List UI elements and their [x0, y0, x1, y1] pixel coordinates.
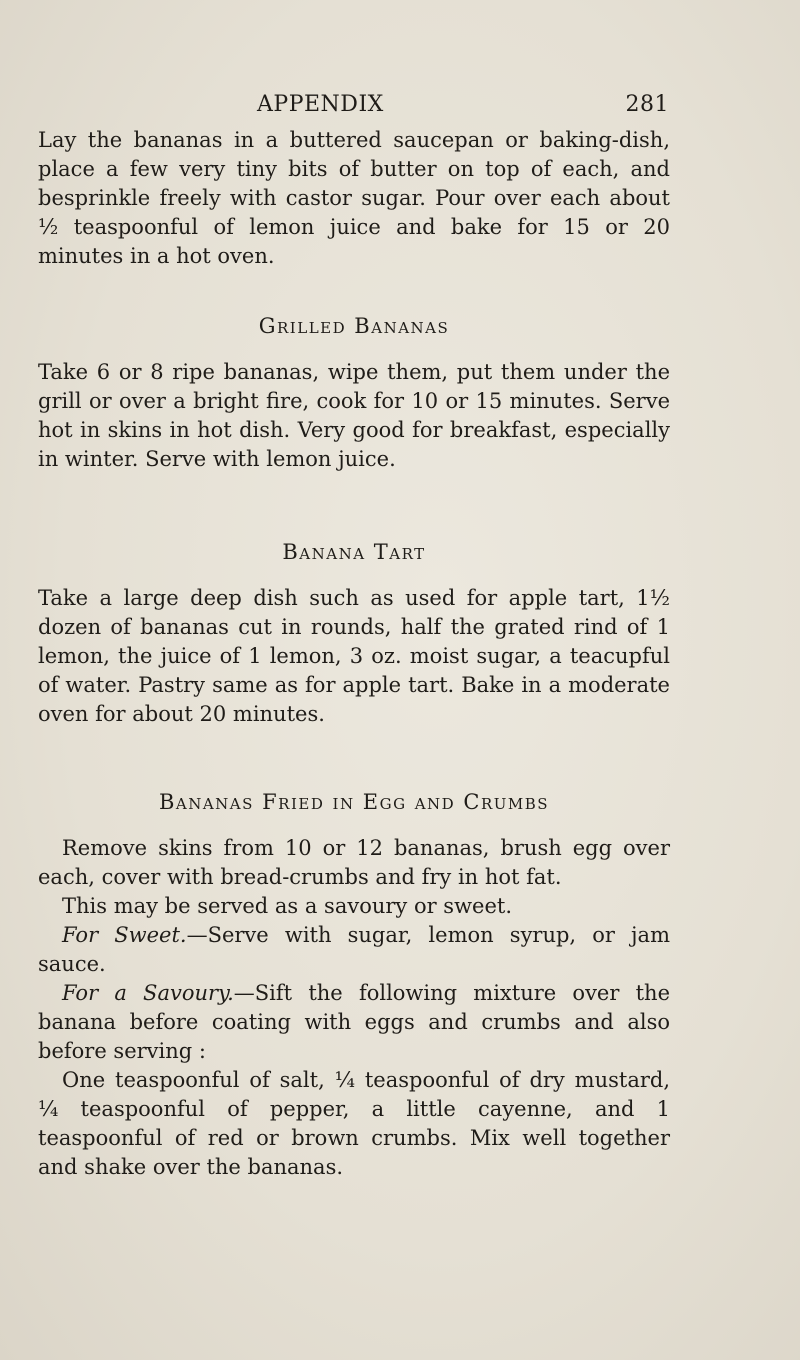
fried-bananas-paragraph-2: This may be served as a savoury or sweet.: [62, 894, 513, 918]
grilled-bananas-paragraph: Take 6 or 8 ripe bananas, wipe them, put them under the grill or over a bright fire, cook for 10 or 15 minutes. Serve hot in skins in hot dish. Very good for breakfast, especially in winter. Serve with lemon juice.: [38, 360, 670, 471]
running-header: [257, 92, 669, 126]
for-sweet-text: —Serve with sugar, lemon syrup, or jam sauce.: [38, 923, 670, 976]
fried-bananas-paragraph-1: Remove skins from 10 or 12 bananas, brush egg over each, cover with bread-crumbs and fry in hot fat.: [38, 836, 670, 889]
for-savoury-label: For a Savoury.: [62, 981, 234, 1005]
banana-tart-paragraph: Take a large deep dish such as used for apple tart, 1½ dozen of bananas cut in rounds, half the grated rind of 1 lemon, the juice of 1 lemon, 3 oz. moist sugar, a teacupful of water. Pastry same as for apple tart. Bake in a moderate oven for about 20 minutes.: [38, 586, 670, 726]
for-sweet-label: For Sweet.: [62, 923, 187, 947]
fried-bananas-heading: Bananas Fried in Egg and Crumbs: [158, 790, 550, 814]
for-savoury-text: —Sift the following mixture over the banana before coating with eggs and crumbs and also before serving :: [38, 981, 671, 1063]
for-sweet-paragraph: [38, 921, 670, 979]
page-number: 281: [625, 92, 669, 117]
banana-tart-heading: Banana Tart: [282, 540, 426, 564]
grilled-bananas-section: [38, 358, 670, 474]
banana-tart-section: [38, 584, 670, 729]
intro-section: [38, 126, 670, 271]
header-title: APPENDIX: [257, 92, 384, 117]
grilled-bananas-heading: Grilled Bananas: [258, 314, 450, 338]
for-savoury-paragraph: [38, 979, 670, 1066]
fried-bananas-section: [38, 834, 670, 1182]
intro-paragraph: Lay the bananas in a buttered saucepan or baking-dish, place a few very tiny bits of butter on top of each, and besprinkle freely with castor sugar. Pour over each about ½ teaspoonful of lemon juice and bake for 15 or 20 minutes in a hot oven.: [38, 128, 670, 268]
fried-bananas-paragraph-3: One teaspoonful of salt, ¼ teaspoonful of dry mustard, ¼ teaspoonful of pepper, a little cayenne, and 1 teaspoonful of red or brown crumbs. Mix well together and shake over the bananas.: [38, 1068, 670, 1179]
